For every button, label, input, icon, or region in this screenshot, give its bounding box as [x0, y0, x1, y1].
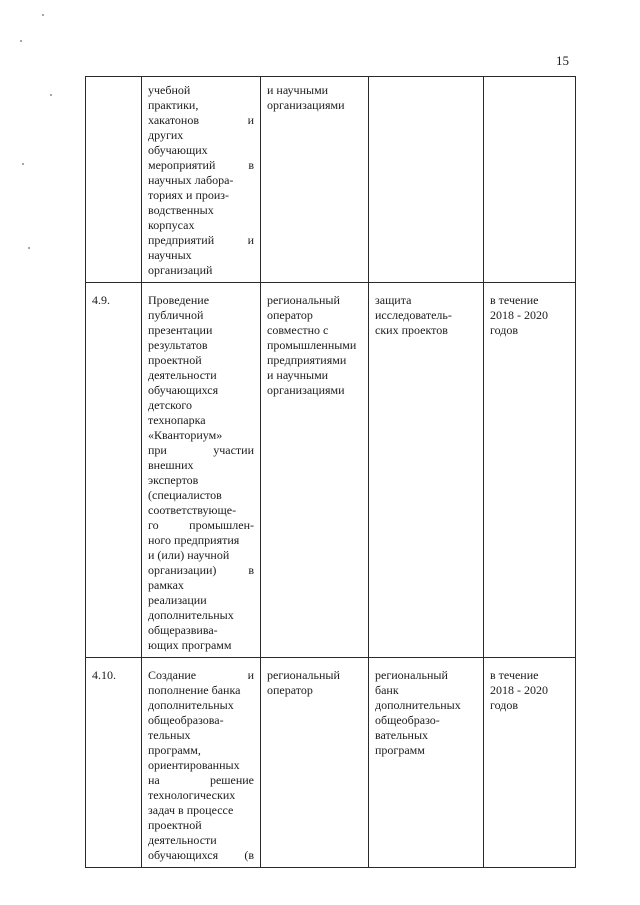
activity-line: [148, 773, 254, 788]
activity-cell: [142, 658, 261, 868]
activity-line: соответствующе-: [148, 503, 237, 517]
executor-line: организациями: [267, 98, 345, 112]
activity-word: Создание: [148, 668, 197, 682]
executor-line: промышленными: [267, 338, 357, 352]
deadline-cell: [484, 283, 576, 658]
activity-line: [148, 563, 254, 578]
table-row: [86, 658, 576, 868]
activity-line: и (или) научной: [148, 548, 230, 562]
scan-speck: [42, 14, 44, 16]
result-line: региональный: [375, 668, 448, 682]
result-line: программ: [375, 743, 425, 757]
activity-line: деятельности: [148, 368, 217, 382]
activity-line: [148, 158, 254, 173]
result-cell: [369, 283, 484, 658]
activity-line: дополнительных: [148, 698, 234, 712]
deadline-line: годов: [490, 323, 519, 337]
activity-line: общеразвива-: [148, 623, 218, 637]
executor-line: и научными: [267, 368, 329, 382]
activity-line: водственных: [148, 203, 214, 217]
item-number-cell: 4.10.: [86, 658, 142, 868]
deadline-cell: [484, 658, 576, 868]
activity-line: корпусах: [148, 218, 195, 232]
activity-line: проектной: [148, 818, 202, 832]
activity-line: [148, 443, 254, 458]
activity-line: программ,: [148, 743, 201, 757]
result-cell: [369, 77, 484, 283]
activity-word: при: [148, 443, 167, 457]
activity-line: ющих программ: [148, 638, 232, 652]
activity-word: хакатонов: [148, 113, 200, 127]
result-line: банк: [375, 683, 399, 697]
activity-line: задач в процессе: [148, 803, 234, 817]
executor-line: региональный: [267, 668, 340, 682]
activity-word: предприятий: [148, 233, 215, 247]
deadline-line: годов: [490, 698, 519, 712]
activity-word: в: [248, 563, 254, 577]
scan-speck: [28, 247, 30, 249]
scan-speck: [22, 163, 24, 165]
executor-cell: [261, 77, 369, 283]
executor-line: и научными: [267, 83, 329, 97]
activity-cell: [142, 283, 261, 658]
executor-cell: [261, 658, 369, 868]
activity-line: реализации: [148, 593, 207, 607]
item-number-cell: 4.9.: [86, 283, 142, 658]
activity-line: обучающихся: [148, 383, 219, 397]
activity-line: экспертов: [148, 473, 199, 487]
activity-word: в: [248, 158, 254, 172]
activity-line: результатов: [148, 338, 208, 352]
scan-speck: [20, 40, 22, 42]
activity-line: детского: [148, 398, 192, 412]
table-row: [86, 283, 576, 658]
result-line: ских проектов: [375, 323, 448, 337]
activity-line: презентации: [148, 323, 213, 337]
activity-line: [148, 668, 254, 683]
executor-line: предприятиями: [267, 353, 347, 367]
activity-word: на: [148, 773, 160, 787]
executor-line: совместно с: [267, 323, 329, 337]
activity-cell: [142, 77, 261, 283]
activity-line: научных лабора-: [148, 173, 234, 187]
activity-line: [148, 848, 254, 863]
activity-word: участии: [213, 443, 254, 457]
activity-line: других: [148, 128, 184, 142]
activity-word: (в: [244, 848, 254, 862]
activity-line: «Кванториум»: [148, 428, 223, 442]
activity-line: внешних: [148, 458, 194, 472]
result-line: исследователь-: [375, 308, 452, 322]
activity-line: технологических: [148, 788, 236, 802]
activity-line: Проведение: [148, 293, 210, 307]
deadline-line: в течение: [490, 668, 539, 682]
activity-word: обучающихся: [148, 848, 219, 862]
executor-line: организациями: [267, 383, 345, 397]
activity-line: тельных: [148, 728, 191, 742]
item-number-cell: [86, 77, 142, 283]
executor-line: оператор: [267, 683, 313, 697]
activity-line: [148, 233, 254, 248]
scan-speck: [50, 94, 52, 96]
activity-line: обучающих: [148, 143, 208, 157]
activity-line: ного предприятия: [148, 533, 240, 547]
activity-line: практики,: [148, 98, 199, 112]
deadline-line: 2018 - 2020: [490, 308, 548, 322]
plan-table-body: [86, 77, 576, 868]
plan-table: [85, 76, 576, 868]
deadline-line: 2018 - 2020: [490, 683, 548, 697]
activity-word: го: [148, 518, 159, 532]
activity-line: учебной: [148, 83, 191, 97]
activity-line: научных: [148, 248, 192, 262]
result-line: вательных: [375, 728, 429, 742]
activity-line: организаций: [148, 263, 213, 277]
activity-line: проектной: [148, 353, 202, 367]
deadline-line: в течение: [490, 293, 539, 307]
executor-line: региональный: [267, 293, 340, 307]
activity-line: ориентированных: [148, 758, 240, 772]
page-number: 15: [556, 53, 569, 68]
activity-word: промышлен-: [189, 518, 254, 532]
activity-line: [148, 113, 254, 128]
activity-line: пополнение банка: [148, 683, 241, 697]
result-cell: [369, 658, 484, 868]
activity-word: и: [247, 668, 254, 682]
activity-line: технопарка: [148, 413, 206, 427]
activity-word: и: [247, 113, 254, 127]
activity-word: решение: [209, 773, 254, 787]
activity-line: рамках: [148, 578, 184, 592]
result-line: защита: [375, 293, 412, 307]
activity-line: (специалистов: [148, 488, 222, 502]
activity-line: общеобразова-: [148, 713, 224, 727]
executor-cell: [261, 283, 369, 658]
activity-line: деятельности: [148, 833, 217, 847]
result-line: общеобразо-: [375, 713, 440, 727]
activity-line: [148, 518, 254, 533]
activity-line: ториях и произ-: [148, 188, 230, 202]
deadline-cell: [484, 77, 576, 283]
table-row: [86, 77, 576, 283]
executor-line: оператор: [267, 308, 313, 322]
activity-line: публичной: [148, 308, 204, 322]
activity-line: дополнительных: [148, 608, 234, 622]
result-line: дополнительных: [375, 698, 461, 712]
activity-word: и: [247, 233, 254, 247]
activity-word: мероприятий: [148, 158, 216, 172]
activity-word: организации): [148, 563, 217, 577]
